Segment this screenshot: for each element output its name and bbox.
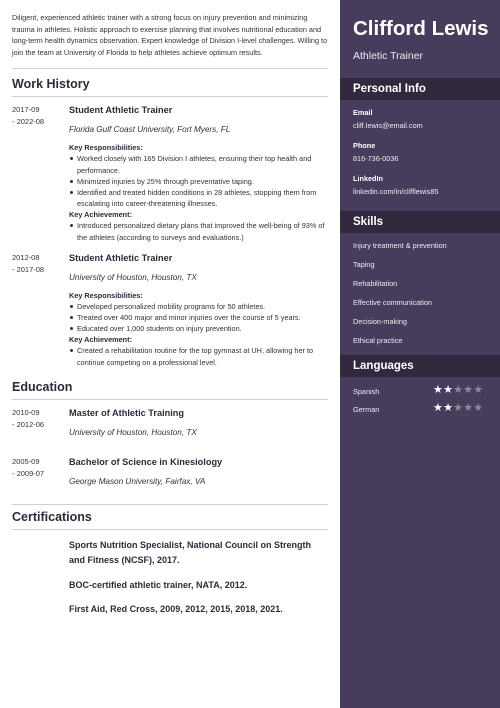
school-name: University of Houston, Houston, TX	[69, 427, 197, 437]
certification-item: Sports Nutrition Specialist, National Council on Strength and Fitness (NCSF), 2017.	[69, 539, 312, 566]
education-heading: Education	[12, 379, 73, 394]
divider	[12, 504, 328, 505]
sidebar	[340, 0, 500, 708]
divider	[12, 529, 328, 530]
star-icon: ★	[453, 384, 464, 396]
phone-value: 816-736-0036	[353, 154, 399, 163]
skill-item: Decision-making	[353, 317, 407, 326]
phone-label: Phone	[353, 141, 376, 150]
personal-info-heading: Personal Info	[340, 78, 500, 100]
job-organization: Florida Gulf Coast University, Fort Myers, FL	[69, 125, 231, 135]
date-end: - 2022-08	[12, 117, 45, 127]
date-end: - 2017-08	[12, 264, 45, 274]
date-end: - 2012-06	[12, 419, 45, 429]
responsibilities-label: Key Responsibilities:	[69, 143, 143, 153]
date-end: - 2009-07	[12, 468, 45, 478]
achievement-label: Key Achievement:	[69, 210, 132, 220]
star-icon: ★	[463, 402, 474, 414]
list-item: Developed personalized mobility programs for 50 athletes.	[69, 301, 328, 312]
education-dates	[12, 407, 62, 431]
certification-item: First Aid, Red Cross, 2009, 2012, 2015, 2018, 2021.	[69, 604, 283, 615]
language-name: Spanish	[353, 387, 380, 396]
skills-heading: Skills	[340, 211, 500, 233]
list-item: Educated over 1,000 students on injury prevention.	[69, 323, 328, 334]
star-icon: ★	[473, 384, 484, 396]
language-rating	[433, 385, 483, 396]
star-icon: ★	[463, 384, 474, 396]
linkedin-label: LinkedIn	[353, 174, 383, 183]
divider	[12, 96, 328, 97]
degree-title: Master of Athletic Training	[69, 407, 185, 418]
list-item: Treated over 400 major and minor injuries over the course of 5 years.	[69, 312, 328, 323]
language-rating	[433, 403, 483, 414]
linkedin-value: linkedin.com/in/clifflewis85	[353, 187, 439, 196]
certification-item: BOC-certified athletic trainer, NATA, 2012.	[69, 579, 248, 590]
work-dates	[12, 252, 62, 276]
star-icon: ★	[433, 384, 444, 396]
list-item: Minimized injuries by 25% through preventative taping.	[69, 176, 328, 187]
date-start: 2017-09	[12, 105, 40, 115]
responsibilities-label: Key Responsibilities:	[69, 290, 143, 300]
skill-item: Injury treatment & prevention	[353, 241, 447, 250]
job-role: Student Athletic Trainer	[69, 105, 173, 116]
star-icon: ★	[433, 402, 444, 414]
education-entry	[12, 407, 328, 439]
work-history-heading: Work History	[12, 77, 90, 92]
date-start: 2005-09	[12, 456, 40, 466]
school-name: George Mason University, Fairfax, VA	[69, 476, 206, 486]
date-start: 2010-09	[12, 407, 40, 417]
work-entry	[12, 252, 328, 368]
list-item: Created a rehabilitation routine for the top gymnast at UH, allowing her to continue competing on a professional level.	[69, 345, 328, 367]
summary-text: Diligent, experienced athletic trainer with a strong focus on injury prevention and minimizing trauma in athletes. Holistic approach to exercise planning that involves nutritional education and long-term health dynamics observation. Expert knowledge of Division I-level challenges. Willing to join the team at University of Florida to help athletes achieve optimum results.	[12, 13, 328, 57]
list-item: Introduced personalized dietary plans that improved the well-being of 93% of the athletes (according to surveys and evaluations.)	[69, 220, 328, 242]
languages-list	[340, 386, 500, 422]
candidate-name: Clifford Lewis	[353, 17, 489, 40]
list-item: Identified and treated hidden conditions in 28 athletes, stopping them from escalating into career-threatening illnesses.	[69, 187, 328, 209]
email-label: Email	[353, 108, 373, 117]
star-icon: ★	[453, 402, 464, 414]
education-entry	[12, 456, 328, 488]
work-entry	[12, 104, 328, 242]
skill-item: Taping	[353, 260, 375, 269]
work-dates	[12, 104, 62, 128]
certifications-heading: Certifications	[12, 509, 92, 524]
divider	[12, 68, 328, 69]
candidate-job-title: Athletic Trainer	[353, 50, 424, 62]
achievement-label: Key Achievement:	[69, 335, 132, 345]
degree-title: Bachelor of Science in Kinesiology	[69, 456, 223, 467]
date-start: 2012-08	[12, 252, 40, 262]
email-value: cliff.lewis@email.com	[353, 121, 423, 130]
job-organization: University of Houston, Houston, TX	[69, 272, 197, 282]
star-icon: ★	[443, 402, 454, 414]
language-item	[340, 404, 500, 422]
star-icon: ★	[473, 402, 484, 414]
star-icon: ★	[443, 384, 454, 396]
skill-item: Effective communication	[353, 298, 432, 307]
language-name: German	[353, 405, 380, 414]
languages-heading: Languages	[340, 355, 500, 377]
job-role: Student Athletic Trainer	[69, 252, 173, 263]
divider	[12, 399, 328, 400]
skill-item: Rehabilitation	[353, 279, 398, 288]
education-dates	[12, 456, 62, 480]
list-item: Worked closely with 165 Division I athletes, ensuring their top health and performance.	[69, 153, 328, 175]
skill-item: Ethical practice	[353, 336, 403, 345]
